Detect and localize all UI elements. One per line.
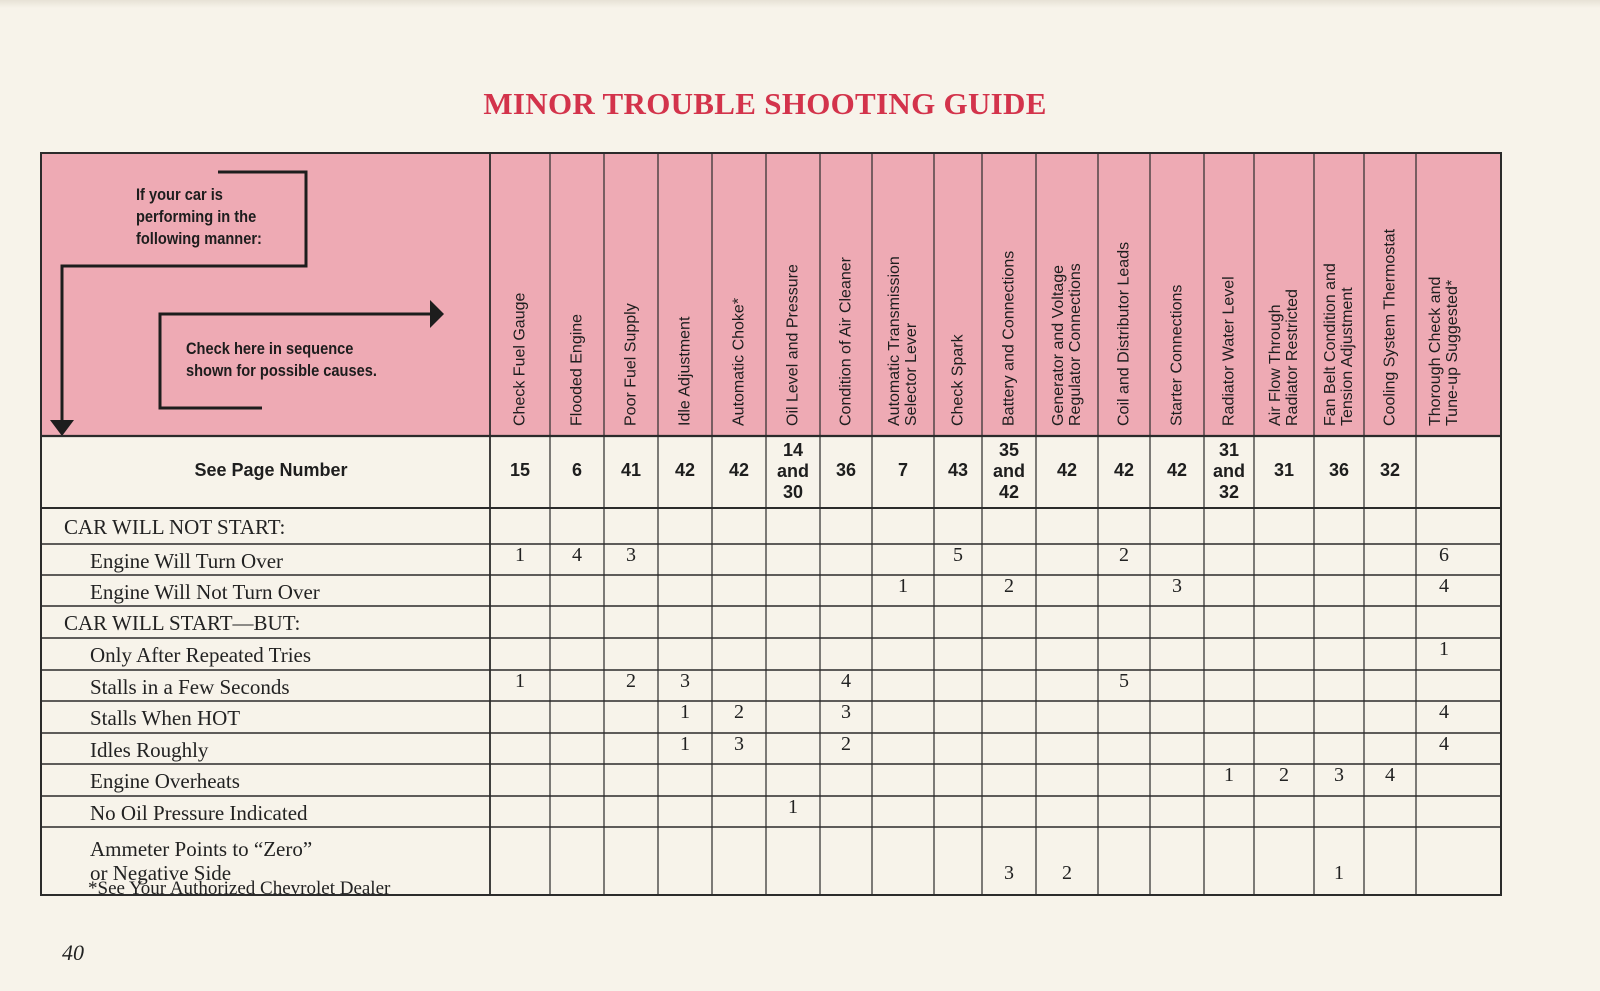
sequence-cell: 5 [1119,669,1129,692]
sequence-cell: 3 [734,732,744,755]
sequence-cell: 3 [1334,764,1344,786]
column-page-number: 42 [1113,460,1135,480]
page-top-shade [0,0,1600,8]
column-page-number: 42 [674,460,696,480]
sequence-cell: 1 [1439,638,1449,660]
column-header-label: Automatic Transmission Selector Lever [886,256,920,426]
column-header-label: Automatic Choke* [730,297,748,426]
sequence-cell: 3 [626,543,636,566]
column-header-label: Fan Belt Condition and Tension Adjustment [1322,263,1356,426]
symptom-label: Only After Repeated Tries [90,643,312,667]
sequence-cell: 1 [515,543,525,566]
instruction-top-text: If your car is performing in the following manner: [136,185,262,248]
sequence-cell: 5 [953,543,963,566]
sequence-cell: 4 [1439,701,1449,723]
table-grid [42,154,1500,894]
section-heading: CAR WILL NOT START: [64,515,286,539]
sequence-cell: 6 [1439,543,1449,566]
column-page-number: 31 [1273,460,1295,480]
sequence-cell: 2 [626,669,636,692]
symptom-label: Engine Will Turn Over [90,548,284,573]
instruction-bottom-text: Check here in sequence shown for possible causes. [186,339,377,380]
sequence-cell: 2 [841,732,851,755]
sequence-cell: 4 [1439,732,1449,755]
symptom-label: Engine Overheats [90,769,240,793]
column-header-label: Thorough Check and Tune-up Suggested* [1427,276,1461,426]
column-header-label: Poor Fuel Supply [622,303,640,426]
symptom-label: Ammeter Points to “Zero” or Negative Side [90,836,313,885]
trouble-shooting-table [40,152,1502,896]
column-page-number: 7 [897,460,908,480]
column-page-number: 31 and 32 [1212,440,1245,502]
symptom-label: No Oil Pressure Indicated [90,800,308,825]
sequence-cell: 4 [572,543,582,566]
column-page-number: 14 and 30 [776,440,809,502]
sequence-cell: 1 [1224,764,1234,786]
sequence-cell: 4 [1385,764,1395,786]
column-header-label: Coil and Distributor Leads [1115,241,1133,426]
page-title: MINOR TROUBLE SHOOTING GUIDE [483,86,1047,121]
sequence-cell: 2 [1279,764,1289,786]
symptom-label: Stalls When HOT [90,706,241,730]
column-header-label: Flooded Engine [568,313,586,426]
symptom-label: Stalls in a Few Seconds [90,674,290,699]
column-page-number: 15 [509,460,531,480]
sequence-cell: 3 [1004,862,1014,884]
sequence-cell: 1 [680,732,690,755]
sequence-cell: 1 [1334,862,1344,884]
column-header-label: Cooling System Thermostat [1381,228,1399,426]
column-header-label: Generator and Voltage Regulator Connections [1050,263,1084,426]
column-header-label: Check Spark [949,334,967,426]
column-page-number: 36 [1328,460,1350,480]
column-header-label: Starter Connections [1168,284,1186,426]
column-header-label: Check Fuel Gauge [511,292,529,426]
sequence-cell: 1 [788,795,798,818]
see-page-label: See Page Number [194,460,348,480]
column-page-number: 36 [835,460,857,480]
column-page-number: 43 [947,460,969,480]
column-header-label: Battery and Connections [1000,250,1018,426]
column-page-number: 42 [728,460,750,480]
column-header-label: Condition of Air Cleaner [837,257,855,426]
section-heading: CAR WILL START—BUT: [64,611,301,635]
column-header-label: Air Flow Through Radiator Restricted [1267,289,1301,426]
sequence-cell: 1 [680,701,690,723]
column-page-number: 42 [1056,460,1078,480]
sequence-cell: 2 [734,701,744,723]
column-header-label: Radiator Water Level [1220,276,1238,426]
column-header-label: Oil Level and Pressure [784,264,802,426]
column-header-label: Idle Adjustment [676,316,694,426]
column-page-number: 42 [1166,460,1188,480]
sequence-cell: 4 [841,669,851,692]
column-page-number: 6 [571,460,582,480]
symptom-label: Idles Roughly [90,737,209,762]
sequence-cell: 3 [841,701,851,723]
sequence-cell: 1 [898,574,908,597]
sequence-cell: 2 [1119,543,1129,566]
column-page-number: 41 [620,460,642,480]
footnote: *See Your Authorized Chevrolet Dealer [88,878,391,899]
sequence-cell: 2 [1004,574,1014,597]
sequence-cell: 1 [515,669,525,692]
column-page-number: 32 [1379,460,1401,480]
sequence-cell: 3 [1172,574,1182,597]
sequence-cell: 2 [1062,862,1072,884]
page-number: 40 [62,940,84,965]
sequence-cell: 4 [1439,574,1449,597]
column-page-number: 35 and 42 [992,440,1025,502]
sequence-cell: 3 [680,669,690,692]
symptom-label: Engine Will Not Turn Over [90,579,320,604]
